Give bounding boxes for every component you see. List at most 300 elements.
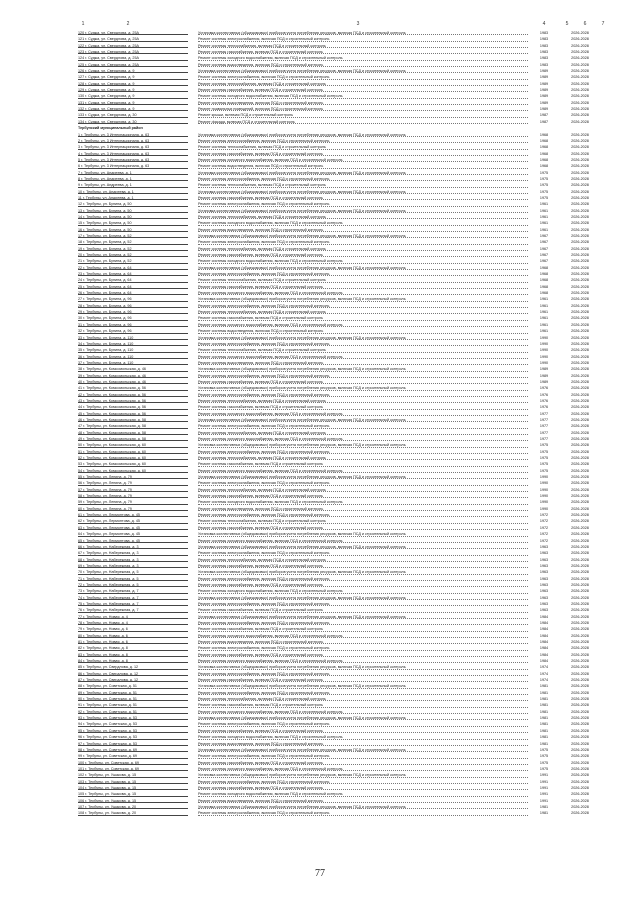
address-cell: 80 г. Тербуны, ул. Новая, д. 6 (78, 633, 188, 639)
address-cell: 68 г. Тербуны, ул. Набережная, д. 3 (78, 557, 188, 563)
work-type-cell: Ремонт системы теплоснабжения, включая ПСД и строительный контроль (198, 557, 528, 563)
address-cell: 132 г. Суджа, ул. Свердлова, д. 9 (78, 106, 188, 112)
year-cell: 1981 (539, 722, 549, 727)
year-cell: 1984 (539, 652, 549, 657)
address-cell: 18 г. Тербуны, ул. Бунина, д. 52 (78, 239, 188, 245)
work-type-cell: Ремонт системы теплоснабжения, включая ПСД и строительный контроль (198, 182, 528, 188)
address-cell: 67 г. Тербуны, ул. Набережная, д. 3 (78, 550, 188, 556)
period-cell: 2026-2028 (571, 379, 589, 384)
address-cell: 17 г. Тербуны, ул. Бунина, д. 52 (78, 233, 188, 239)
address-cell: 45 г. Тербуны, ул. Комсомольская, д. 56 (78, 411, 188, 417)
work-type-cell: Установка коллективных (общедомовых) приборов учета потребления ресурсов, включая ПСД и строительный контроль (198, 265, 528, 271)
year-cell: 1975 (539, 449, 549, 454)
period-cell: 2026-2028 (571, 94, 589, 99)
period-cell: 2026-2028 (571, 576, 589, 581)
period-cell: 2026-2028 (571, 538, 589, 543)
address-cell: 42 г. Тербуны, ул. Комсомольская, д. 56 (78, 392, 188, 398)
address-cell: 83 г. Тербуны, ул. Новая, д. 8 (78, 652, 188, 658)
work-type-cell: Ремонт системы теплоснабжения, включая ПСД и строительный контроль (198, 81, 528, 87)
period-cell: 2026-2028 (571, 392, 589, 397)
year-cell: 1961 (539, 221, 549, 226)
work-type-cell: Ремонт системы газоснабжения, включая ПСД и строительный контроль (198, 252, 528, 258)
work-type-cell: Ремонт системы холодного водоснабжения, включая ПСД и строительный контроль (198, 220, 528, 226)
year-cell: 1991 (539, 792, 549, 797)
work-type-cell: Ремонт системы холодного водоснабжения, включая ПСД и строительный контроль (198, 633, 528, 639)
year-cell: 1961 (539, 316, 549, 321)
work-type-cell: Установка коллективных (общедомовых) приборов учета потребления ресурсов, включая ПСД и строительный контроль (198, 474, 528, 480)
address-cell: 53 г. Тербуны, ул. Комсомольская, д. 60 (78, 461, 188, 467)
year-cell: 1961 (539, 202, 549, 207)
period-cell: 2026-2028 (571, 265, 589, 270)
year-cell: 1963 (539, 576, 549, 581)
work-type-cell: Ремонт системы теплоснабжения, включая ПСД и строительный контроль (198, 455, 528, 461)
address-cell: 95 г. Тербуны, ул. Советская, д. 53 (78, 728, 188, 734)
address-cell: 96 г. Тербуны, ул. Советская, д. 53 (78, 734, 188, 740)
work-type-cell: Ремонт системы газоснабжения, включая ПСД и строительный контроль (198, 563, 528, 569)
work-type-cell: Ремонт системы водоотведения, включая ПСД и строительный контроль (198, 328, 528, 334)
period-cell: 2026-2028 (571, 678, 589, 683)
address-cell: 127 г. Суджа, ул. Свердлова, д. 9 (78, 74, 188, 80)
year-cell: 1975 (539, 766, 549, 771)
year-cell: 1968 (539, 291, 549, 296)
address-cell: 31 г. Тербуны, ул. Бунина, д. 96 (78, 322, 188, 328)
period-cell: 2026-2028 (571, 456, 589, 461)
address-cell: 71 г. Тербуны, ул. Набережная, д. 5 (78, 576, 188, 582)
address-cell: 88 г. Тербуны, ул. Советская, д. 51 (78, 683, 188, 689)
work-type-cell: Ремонт системы газоснабжения, включая ПСД и строительный контроль (198, 379, 528, 385)
year-cell: 1983 (539, 50, 549, 55)
address-cell: 56 г. Тербуны, ул. Ленина, д. 79 (78, 480, 188, 486)
work-type-cell: Установка коллективных (общедомовых) приборов учета потребления ресурсов, включая ПСД и строительный контроль (198, 233, 528, 239)
period-cell: 2026-2028 (571, 563, 589, 568)
period-cell: 2026-2028 (571, 360, 589, 365)
address-cell: 37 г. Тербуны, ул. Бунина, д. 110 (78, 360, 188, 366)
period-cell: 2026-2028 (571, 208, 589, 213)
address-cell: 84 г. Тербуны, ул. Новая, д. 8 (78, 658, 188, 664)
year-cell: 1975 (539, 443, 549, 448)
period-cell: 2026-2028 (571, 728, 589, 733)
address-cell: 30 г. Тербуны, ул. Бунина, д. 96 (78, 315, 188, 321)
period-cell: 2026-2028 (571, 462, 589, 467)
period-cell: 2026-2028 (571, 468, 589, 473)
address-cell: 122 г. Суджа, ул. Свердлова, д. 25А (78, 43, 188, 49)
work-type-cell: Установка коллективных (общедомовых) приборов учета потребления ресурсов, включая ПСД и строительный контроль (198, 170, 528, 176)
address-cell: 2 г. Тербуны, ул. 3 Интернационала, д. 63 (78, 138, 188, 144)
work-type-cell: Ремонт системы теплоснабжения, включая ПСД и строительный контроль (198, 246, 528, 252)
address-cell: 106 г. Тербуны, ул. Ушакова, д. 15 (78, 798, 188, 804)
column-number-7: 7 (601, 21, 605, 27)
address-cell: 70 г. Тербуны, ул. Набережная, д. 5 (78, 569, 188, 575)
period-cell: 2026-2028 (571, 659, 589, 664)
period-cell: 2026-2028 (571, 145, 589, 150)
address-cell: 39 г. Тербуны, ул. Комсомольская, д. 46 (78, 373, 188, 379)
address-cell: 8 г. Тербуны, ул. Андреева, д. 1 (78, 176, 188, 182)
address-cell: 60 г. Тербуны, ул. Ленина, д. 79 (78, 506, 188, 512)
work-type-cell: Ремонт системы теплоснабжения, включая ПСД и строительный контроль (198, 43, 528, 49)
address-cell: 44 г. Тербуны, ул. Комсомольская, д. 56 (78, 404, 188, 410)
work-type-cell: Установка коллективных (общедомовых) приборов учета потребления ресурсов, включая ПСД и строительный контроль (198, 772, 528, 778)
address-cell: 66 г. Тербуны, ул. Набережная, д. 3 (78, 544, 188, 550)
year-cell: 1975 (539, 189, 549, 194)
period-cell: 2026-2028 (571, 69, 589, 74)
period-cell: 2026-2028 (571, 113, 589, 118)
period-cell: 2026-2028 (571, 614, 589, 619)
work-type-cell: Установка коллективных (общедомовых) приборов учета потребления ресурсов, включая ПСД и строительный контроль (198, 366, 528, 372)
column-number-1: 1 (81, 21, 85, 27)
period-cell: 2026-2028 (571, 684, 589, 689)
period-cell: 2026-2028 (571, 754, 589, 759)
address-cell: 94 г. Тербуны, ул. Советская, д. 53 (78, 721, 188, 727)
year-cell: 1972 (539, 532, 549, 537)
address-cell: 34 г. Тербуны, ул. Бунина, д. 110 (78, 341, 188, 347)
year-cell: 1961 (539, 303, 549, 308)
column-number-5: 5 (565, 21, 569, 27)
address-cell: 134 г. Суджа, ул. Свердлова, д. 30 (78, 119, 188, 125)
address-cell: 107 г. Тербуны, ул. Ушакова, д. 20 (78, 804, 188, 810)
period-cell: 2026-2028 (571, 525, 589, 530)
address-cell: 1 г. Тербуны, ул. 3 Интернационала, д. 63 (78, 132, 188, 138)
year-cell: 1975 (539, 462, 549, 467)
period-cell: 2026-2028 (571, 773, 589, 778)
year-cell: 1967 (539, 234, 549, 238)
work-type-cell: Ремонт системы холодного водоснабжения, включая ПСД и строительный контроль (198, 588, 528, 594)
year-cell: 1981 (539, 716, 549, 721)
address-cell: 35 г. Тербуны, ул. Бунина, д. 110 (78, 347, 188, 353)
year-cell: 1975 (539, 183, 549, 188)
period-cell: 2026-2028 (571, 170, 589, 175)
year-cell: 1961 (539, 297, 549, 302)
period-cell: 2026-2028 (571, 107, 589, 112)
address-cell: 128 г. Суджа, ул. Свердлова, д. 9 (78, 81, 188, 87)
year-cell: 1976 (539, 392, 549, 397)
year-cell: 1961 (539, 214, 549, 219)
year-cell: 1987 (539, 113, 549, 118)
work-type-cell: Ремонт системы холодного водоснабжения, включая ПСД и строительный контроль (198, 734, 528, 740)
year-cell: 1981 (539, 690, 549, 695)
period-cell: 2026-2028 (571, 195, 589, 200)
work-type-cell: Ремонт системы электроснабжения, включая ПСД и строительный контроль (198, 36, 528, 42)
period-cell: 2026-2028 (571, 291, 589, 296)
period-cell: 2026-2028 (571, 589, 589, 594)
period-cell: 2026-2028 (571, 697, 589, 702)
period-cell: 2026-2028 (571, 703, 589, 708)
address-cell: 16 г. Тербуны, ул. Бунина, д. 50 (78, 227, 188, 233)
period-cell: 2026-2028 (571, 341, 589, 346)
address-cell: 46 г. Тербуны, ул. Комсомольская, д. 58 (78, 417, 188, 423)
address-cell: 105 г. Тербуны, ул. Ушакова, д. 15 (78, 791, 188, 797)
work-type-cell: Ремонт системы холодного водоснабжения, включая ПСД и строительный контроль (198, 93, 528, 99)
work-type-cell: Установка коллективных (общедомовых) приборов учета потребления ресурсов, включая ПСД и строительный контроль (198, 30, 528, 36)
work-type-cell: Установка коллективных (общедомовых) приборов учета потребления ресурсов, включая ПСД и строительный контроль (198, 747, 528, 753)
year-cell: 1961 (539, 310, 549, 315)
work-type-cell: Ремонт системы электроснабжения, включая ПСД и строительный контроль (198, 601, 528, 607)
period-cell: 2026-2028 (571, 157, 589, 162)
period-cell: 2026-2028 (571, 335, 589, 340)
work-type-cell: Установка коллективных (общедомовых) приборов учета потребления ресурсов, включая ПСД и строительный контроль (198, 664, 528, 670)
address-cell: 22 г. Тербуны, ул. Бунина, д. 64 (78, 265, 188, 271)
work-type-cell: Ремонт системы холодного водоснабжения, включая ПСД и строительный контроль (198, 354, 528, 360)
year-cell: 1981 (539, 735, 549, 740)
year-cell: 1989 (539, 69, 549, 74)
work-type-cell: Ремонт системы газоснабжения, включая ПСД и строительный контроль (198, 652, 528, 658)
year-cell: 1968 (539, 157, 549, 162)
period-cell: 2026-2028 (571, 329, 589, 334)
address-cell: 51 г. Тербуны, ул. Комсомольская, д. 60 (78, 449, 188, 455)
work-type-cell: Ремонт системы газоснабжения, включая ПСД и строительный контроль (198, 87, 528, 93)
address-cell: 76 г. Тербуны, ул. Набережная, д. 7 (78, 607, 188, 613)
year-cell: 1972 (539, 538, 549, 543)
work-type-cell: Ремонт системы холодного водоснабжения, включая ПСД и строительный контроль (198, 709, 528, 715)
address-cell: 121 г. Суджа, ул. Свердлова, д. 25А (78, 36, 188, 42)
year-cell: 1976 (539, 386, 549, 391)
work-type-cell: Ремонт системы холодного водоснабжения, включая ПСД и строительный контроль (198, 290, 528, 296)
period-cell: 2026-2028 (571, 62, 589, 67)
work-type-cell: Установка коллективных (общедомовых) приборов учета потребления ресурсов, включая ПСД и строительный контроль (198, 569, 528, 575)
address-cell: 98 г. Тербуны, ул. Советская, д. 69 (78, 747, 188, 753)
address-cell: 33 г. Тербуны, ул. Бунина, д. 110 (78, 335, 188, 341)
year-cell: 1975 (539, 468, 549, 473)
period-cell: 2026-2028 (571, 760, 589, 765)
work-type-cell: Ремонт системы холодного водоснабжения, включая ПСД и строительный контроль (198, 55, 528, 61)
year-cell: 1983 (539, 37, 549, 42)
year-cell: 1981 (539, 684, 549, 689)
year-cell: 1991 (539, 773, 549, 778)
address-cell: 81 г. Тербуны, ул. Новая, д. 6 (78, 639, 188, 645)
work-type-cell: Установка коллективных (общедомовых) приборов учета потребления ресурсов, включая ПСД и строительный контроль (198, 208, 528, 214)
address-cell: 4 г. Тербуны, ул. 3 Интернационала, д. 63 (78, 151, 188, 157)
address-cell: 25 г. Тербуны, ул. Бунина, д. 64 (78, 284, 188, 290)
year-cell: 1991 (539, 798, 549, 803)
year-cell: 1968 (539, 138, 549, 143)
work-type-cell: Ремонт системы холодного водоснабжения, включая ПСД и строительный контроль (198, 538, 528, 544)
address-cell: 125 г. Суджа, ул. Свердлова, д. 25А (78, 62, 188, 68)
year-cell: 1975 (539, 170, 549, 175)
year-cell: 1991 (539, 779, 549, 784)
address-cell: 29 г. Тербуны, ул. Бунина, д. 96 (78, 309, 188, 315)
year-cell: 1975 (539, 456, 549, 461)
work-type-cell: Установка коллективных (общедомовых) приборов учета потребления ресурсов, включая ПСД и строительный контроль (198, 189, 528, 195)
year-cell: 1968 (539, 284, 549, 289)
work-type-cell: Ремонт системы водоотведения, включая ПСД и строительный контроль (198, 360, 528, 366)
period-cell: 2026-2028 (571, 741, 589, 746)
year-cell: 1989 (539, 373, 549, 378)
work-type-cell: Установка коллективных (общедомовых) приборов учета потребления ресурсов, включая ПСД и строительный контроль (198, 595, 528, 601)
work-type-cell: Ремонт системы теплоснабжения, включая ПСД и строительный контроль (198, 487, 528, 493)
address-cell: 10 г. Тербуны, ул. Андреева, д. 1 (78, 189, 188, 195)
year-cell: 1968 (539, 272, 549, 277)
work-type-cell: Ремонт системы газоснабжения, включая ПСД и строительный контроль (198, 607, 528, 613)
period-cell: 2026-2028 (571, 665, 589, 670)
period-cell: 2026-2028 (571, 519, 589, 524)
address-cell: 40 г. Тербуны, ул. Комсомольская, д. 46 (78, 379, 188, 385)
address-cell: 93 г. Тербуны, ул. Советская, д. 53 (78, 715, 188, 721)
period-cell: 2026-2028 (571, 557, 589, 562)
period-cell: 2026-2028 (571, 373, 589, 378)
year-cell: 1987 (539, 119, 549, 124)
period-cell: 2026-2028 (571, 735, 589, 740)
work-type-cell: Ремонт системы газоснабжения, включая ПСД и строительный контроль (198, 677, 528, 683)
period-cell: 2026-2028 (571, 747, 589, 752)
period-cell: 2026-2028 (571, 417, 589, 422)
year-cell: 1974 (539, 665, 549, 670)
work-type-cell: Ремонт системы газоснабжения, включая ПСД и строительный контроль (198, 785, 528, 791)
period-cell: 2026-2028 (571, 278, 589, 283)
period-cell: 2026-2028 (571, 627, 589, 632)
work-type-cell: Ремонт системы холодного водоснабжения, включая ПСД и строительный контроль (198, 157, 528, 163)
period-cell: 2026-2028 (571, 437, 589, 441)
period-cell: 2026-2028 (571, 56, 589, 61)
address-cell: 3 г. Тербуны, ул. 3 Интернационала, д. 63 (78, 144, 188, 150)
period-cell: 2026-2028 (571, 348, 589, 353)
period-cell: 2026-2028 (571, 119, 589, 124)
work-type-cell: Ремонт системы электроснабжения, включая ПСД и строительный контроль (198, 392, 528, 398)
work-type-cell: Ремонт системы холодного водоснабжения, включая ПСД и строительный контроль (198, 258, 528, 264)
period-cell: 2026-2028 (571, 506, 589, 511)
work-type-cell: Ремонт системы электроснабжения, включая ПСД и строительный контроль (198, 201, 528, 207)
address-cell: 38 г. Тербуны, ул. Комсомольская, д. 46 (78, 366, 188, 372)
work-type-cell: Ремонт системы электроснабжения, включая ПСД и строительный контроль (198, 576, 528, 582)
period-cell: 2026-2028 (571, 81, 589, 86)
work-type-cell: Ремонт системы холодного водоснабжения, включая ПСД и строительный контроль (198, 322, 528, 328)
address-cell: 133 г. Суджа, ул. Свердлова, д. 30 (78, 112, 188, 118)
address-cell: 82 г. Тербуны, ул. Новая, д. 8 (78, 645, 188, 651)
work-type-cell: Ремонт системы теплоснабжения, включая ПСД и строительный контроль (198, 518, 528, 524)
work-type-cell: Ремонт системы холодного водоснабжения, включая ПСД и строительный контроль (198, 499, 528, 505)
year-cell: 1984 (539, 620, 549, 625)
year-cell: 1975 (539, 176, 549, 181)
address-cell: 59 г. Тербуны, ул. Ленина, д. 79 (78, 499, 188, 505)
work-type-cell: Установка коллективных (общедомовых) приборов учета потребления ресурсов, включая ПСД и строительный контроль (198, 683, 528, 689)
address-cell: 9 г. Тербуны, ул. Андреева, д. 1 (78, 182, 188, 188)
year-cell: 1961 (539, 322, 549, 327)
year-cell: 1968 (539, 151, 549, 156)
year-cell: 1967 (539, 259, 549, 264)
period-cell: 2026-2028 (571, 449, 589, 454)
year-cell: 1989 (539, 75, 549, 80)
work-type-cell: Установка коллективных (общедомовых) приборов учета потребления ресурсов, включая ПСД и строительный контроль (198, 385, 528, 391)
work-type-cell: Ремонт системы теплоснабжения, включая ПСД и строительный контроль (198, 430, 528, 436)
period-cell: 2026-2028 (571, 532, 589, 537)
address-cell: 7 г. Тербуны, ул. Андреева, д. 1 (78, 170, 188, 176)
year-cell: 1984 (539, 640, 549, 644)
work-type-cell: Установка коллективных (общедомовых) приборов учета потребления ресурсов, включая ПСД и строительный контроль (198, 335, 528, 341)
period-cell: 2026-2028 (571, 424, 589, 429)
year-cell: 1974 (539, 671, 549, 676)
year-cell: 1989 (539, 107, 549, 112)
work-type-cell: Ремонт системы газоснабжения, включая ПСД и строительный контроль (198, 315, 528, 321)
year-cell: 1977 (539, 437, 549, 441)
address-cell: 131 г. Суджа, ул. Свердлова, д. 9 (78, 100, 188, 106)
work-type-cell: Ремонт системы теплоснабжения, включая ПСД и строительный контроль (198, 277, 528, 283)
year-cell: 1972 (539, 525, 549, 530)
year-cell: 1984 (539, 646, 549, 651)
period-cell: 2026-2028 (571, 386, 589, 391)
address-cell: 103 г. Тербуны, ул. Ушакова, д. 15 (78, 779, 188, 785)
column-number-6: 6 (583, 21, 587, 27)
year-cell: 1968 (539, 164, 549, 169)
year-cell: 1976 (539, 398, 549, 403)
period-cell: 2026-2028 (571, 513, 589, 518)
period-cell: 2026-2028 (571, 620, 589, 625)
work-type-cell: Ремонт системы газоснабжения, включая ПСД и строительный контроль (198, 493, 528, 499)
work-type-cell: Установка коллективных (общедомовых) приборов учета потребления ресурсов, включая ПСД и строительный контроль (198, 804, 528, 810)
period-cell: 2026-2028 (571, 31, 589, 35)
address-cell: 23 г. Тербуны, ул. Бунина, д. 64 (78, 271, 188, 277)
year-cell: 1981 (539, 703, 549, 708)
year-cell: 1989 (539, 81, 549, 86)
address-cell: 77 г. Тербуны, ул. Новая, д. 4 (78, 614, 188, 620)
work-type-cell: Ремонт системы газоснабжения, включая ПСД и строительный контроль (198, 582, 528, 588)
work-type-cell: Ремонт системы теплоснабжения, включая ПСД и строительный контроль (198, 144, 528, 150)
address-cell: 102 г. Тербуны, ул. Ушакова, д. 15 (78, 772, 188, 778)
address-cell: 21 г. Тербуны, ул. Бунина, д. 52 (78, 258, 188, 264)
period-cell: 2026-2028 (571, 798, 589, 803)
column-header-row (78, 20, 618, 29)
year-cell: 1972 (539, 513, 549, 518)
year-cell: 1990 (539, 494, 549, 499)
period-cell: 2026-2028 (571, 608, 589, 613)
address-cell: 36 г. Тербуны, ул. Бунина, д. 110 (78, 354, 188, 360)
address-cell: 99 г. Тербуны, ул. Советская, д. 69 (78, 753, 188, 759)
address-cell: 90 г. Тербуны, ул. Советская, д. 51 (78, 696, 188, 702)
year-cell: 1983 (539, 31, 549, 35)
year-cell: 1968 (539, 278, 549, 283)
work-type-cell: Ремонт системы электроснабжения, включая ПСД и строительный контроль (198, 810, 528, 816)
address-cell: 27 г. Тербуны, ул. Бунина, д. 96 (78, 296, 188, 302)
year-cell: 1963 (539, 557, 549, 562)
work-type-cell: Ремонт системы электроснабжения, включая ПСД и строительный контроль (198, 138, 528, 144)
period-cell: 2026-2028 (571, 804, 589, 809)
period-cell: 2026-2028 (571, 354, 589, 359)
period-cell: 2026-2028 (571, 551, 589, 556)
year-cell: 1963 (539, 589, 549, 594)
period-cell: 2026-2028 (571, 100, 589, 105)
period-cell: 2026-2028 (571, 310, 589, 315)
address-cell: 14 г. Тербуны, ул. Бунина, д. 50 (78, 214, 188, 220)
work-type-cell: Ремонт системы газоснабжения, включая ПСД и строительный контроль (198, 702, 528, 708)
year-cell: 1967 (539, 253, 549, 258)
period-cell: 2026-2028 (571, 316, 589, 321)
period-cell: 2026-2028 (571, 37, 589, 42)
work-type-cell: Ремонт системы электроснабжения, включая ПСД и строительный контроль (198, 341, 528, 347)
address-cell: 15 г. Тербуны, ул. Бунина, д. 50 (78, 220, 188, 226)
period-cell: 2026-2028 (571, 595, 589, 600)
year-cell: 1963 (539, 582, 549, 587)
work-type-cell: Ремонт системы электроснабжения, включая ПСД и строительный контроль (198, 753, 528, 759)
address-cell: 75 г. Тербуны, ул. Набережная, д. 7 (78, 601, 188, 607)
work-type-cell: Установка коллективных (общедомовых) приборов учета потребления ресурсов, включая ПСД и строительный контроль (198, 417, 528, 423)
year-cell: 1977 (539, 417, 549, 422)
work-type-cell: Ремонт системы электроснабжения, включая ПСД и строительный контроль (198, 512, 528, 518)
year-cell: 1961 (539, 329, 549, 334)
work-type-cell: Ремонт системы теплоснабжения, включая ПСД и строительный контроль (198, 398, 528, 404)
address-cell: 64 г. Тербуны, ул. Лермонтова, д. 45 (78, 531, 188, 537)
period-cell: 2026-2028 (571, 88, 589, 93)
work-type-cell: Ремонт системы водоотведения, включая ПСД и строительный контроль (198, 741, 528, 747)
year-cell: 1963 (539, 595, 549, 600)
page-number: 77 (315, 868, 325, 879)
address-cell: 41 г. Тербуны, ул. Комсомольская, д. 56 (78, 385, 188, 391)
year-cell: 1990 (539, 487, 549, 492)
period-cell: 2026-2028 (571, 792, 589, 797)
work-type-cell: Ремонт системы газоснабжения, включая ПСД и строительный контроль (198, 525, 528, 531)
address-cell: 91 г. Тербуны, ул. Советская, д. 51 (78, 702, 188, 708)
address-cell: 62 г. Тербуны, ул. Лермонтова, д. 45 (78, 518, 188, 524)
address-cell: 85 г. Тербуны, ул. Свердлова, д. 12 (78, 664, 188, 670)
period-cell: 2026-2028 (571, 202, 589, 207)
period-cell: 2026-2028 (571, 75, 589, 80)
column-number-4: 4 (542, 21, 546, 27)
